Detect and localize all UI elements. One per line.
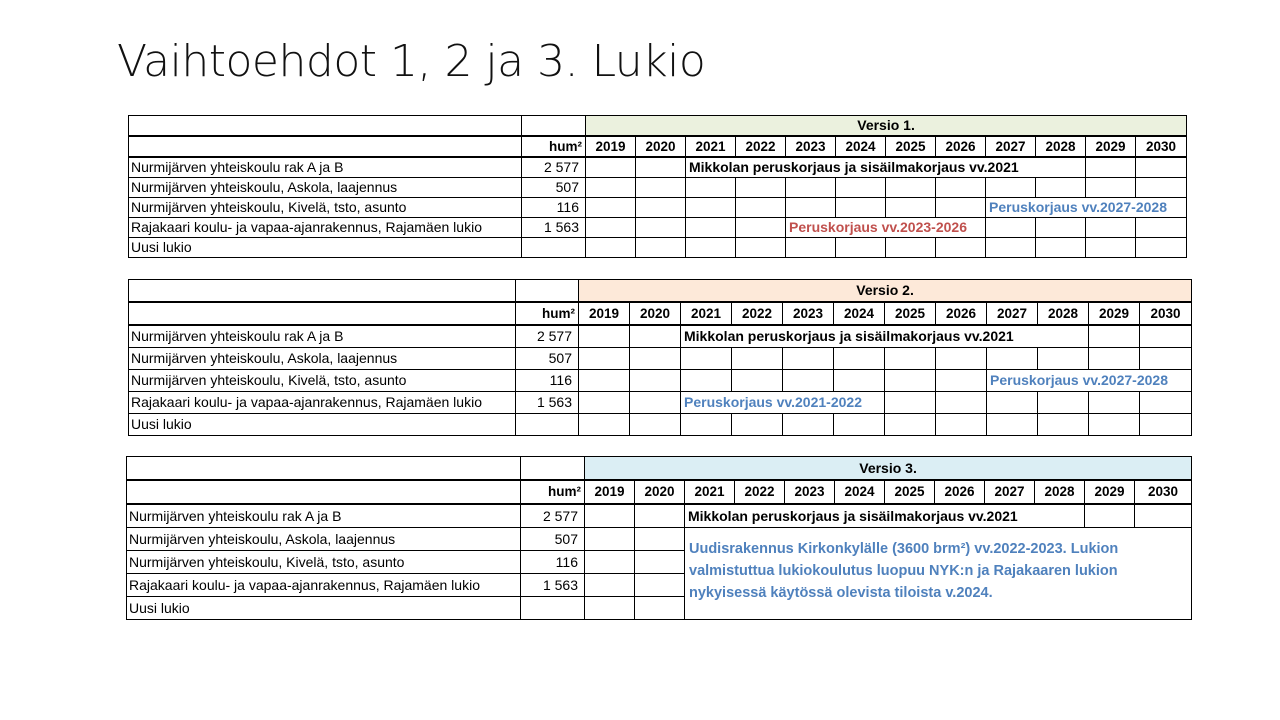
building-name: Nurmijärven yhteiskoulu, Kivelä, tsto, asunto bbox=[127, 551, 521, 574]
building-name: Nurmijärven yhteiskoulu, Kivelä, tsto, asunto bbox=[129, 198, 522, 218]
building-name: Uusi lukio bbox=[129, 414, 516, 436]
building-name: Nurmijärven yhteiskoulu, Askola, laajennus bbox=[127, 528, 521, 551]
building-name: Uusi lukio bbox=[127, 597, 521, 620]
area-value: 1 563 bbox=[522, 218, 586, 238]
year-header: 2023 bbox=[786, 136, 836, 157]
hum-header: hum² bbox=[521, 480, 585, 504]
year-header: 2022 bbox=[736, 136, 786, 157]
area-value: 507 bbox=[521, 528, 585, 551]
year-header: 2020 bbox=[636, 136, 686, 157]
year-header: 2019 bbox=[586, 136, 636, 157]
versio-header-row bbox=[127, 457, 1192, 481]
year-header: 2028 bbox=[1035, 480, 1085, 504]
year-header: 2024 bbox=[834, 302, 885, 325]
year-header: 2021 bbox=[685, 480, 735, 504]
area-value: 2 577 bbox=[521, 504, 585, 528]
year-header: 2020 bbox=[630, 302, 681, 325]
year-header: 2025 bbox=[885, 302, 936, 325]
year-header: 2022 bbox=[732, 302, 783, 325]
year-header: 2025 bbox=[885, 480, 935, 504]
table-row bbox=[129, 348, 1192, 370]
year-header: 2030 bbox=[1140, 302, 1192, 325]
year-header: 2026 bbox=[936, 136, 986, 157]
building-name: Nurmijärven yhteiskoulu rak A ja B bbox=[127, 504, 521, 528]
year-header: 2022 bbox=[735, 480, 785, 504]
year-header: 2025 bbox=[886, 136, 936, 157]
building-name: Nurmijärven yhteiskoulu, Kivelä, tsto, asunto bbox=[129, 370, 516, 392]
building-name: Uusi lukio bbox=[129, 238, 522, 258]
area-value: 507 bbox=[522, 178, 586, 198]
year-header: 2028 bbox=[1038, 302, 1089, 325]
versio-label: Versio 3. bbox=[585, 457, 1192, 481]
versio-2-table bbox=[128, 279, 1192, 436]
table-row bbox=[129, 414, 1192, 436]
table-row bbox=[129, 370, 1192, 392]
area-value: 1 563 bbox=[516, 392, 579, 414]
area-value bbox=[522, 238, 586, 258]
year-header: 2027 bbox=[985, 480, 1035, 504]
versio-label: Versio 2. bbox=[579, 280, 1192, 303]
schedule-bar: Peruskorjaus vv.2027-2028 bbox=[986, 198, 1187, 218]
versio-1-table bbox=[128, 115, 1187, 258]
table-row bbox=[129, 218, 1187, 238]
year-header: 2024 bbox=[835, 480, 885, 504]
area-value: 2 577 bbox=[522, 157, 586, 178]
versio-label: Versio 1. bbox=[586, 116, 1187, 137]
table-row bbox=[129, 392, 1192, 414]
hum-header: hum² bbox=[516, 302, 579, 325]
table-row bbox=[127, 504, 1192, 528]
building-name: Nurmijärven yhteiskoulu rak A ja B bbox=[129, 325, 516, 348]
year-header: 2028 bbox=[1036, 136, 1086, 157]
year-header: 2019 bbox=[579, 302, 630, 325]
schedule-bar: Mikkolan peruskorjaus ja sisäilmakorjaus vv.2021 bbox=[681, 325, 1089, 348]
versio-header-row bbox=[129, 116, 1187, 137]
table-row bbox=[129, 178, 1187, 198]
year-header-row bbox=[129, 302, 1192, 325]
building-name: Nurmijärven yhteiskoulu, Askola, laajennus bbox=[129, 348, 516, 370]
year-header: 2030 bbox=[1136, 136, 1187, 157]
year-header: 2026 bbox=[936, 302, 987, 325]
building-name: Rajakaari koulu- ja vapaa-ajanrakennus, Rajamäen lukio bbox=[129, 392, 516, 414]
year-header: 2021 bbox=[681, 302, 732, 325]
year-header: 2019 bbox=[585, 480, 635, 504]
slide-title: Vaihtoehdot 1, 2 ja 3. Lukio bbox=[117, 36, 706, 87]
year-header: 2020 bbox=[635, 480, 685, 504]
year-header-row bbox=[129, 136, 1187, 157]
versio-3-table bbox=[126, 456, 1192, 620]
table-row bbox=[129, 325, 1192, 348]
table-row bbox=[129, 157, 1187, 178]
year-header: 2029 bbox=[1089, 302, 1140, 325]
building-name: Rajakaari koulu- ja vapaa-ajanrakennus, Rajamäen lukio bbox=[127, 574, 521, 597]
area-value: 116 bbox=[521, 551, 585, 574]
versio-header-row bbox=[129, 280, 1192, 303]
schedule-bar: Mikkolan peruskorjaus ja sisäilmakorjaus vv.2021 bbox=[686, 157, 1086, 178]
building-name: Nurmijärven yhteiskoulu rak A ja B bbox=[129, 157, 522, 178]
area-value: 116 bbox=[522, 198, 586, 218]
schedule-bar: Peruskorjaus vv.2023-2026 bbox=[786, 218, 986, 238]
year-header: 2029 bbox=[1086, 136, 1136, 157]
area-value: 2 577 bbox=[516, 325, 579, 348]
year-header: 2024 bbox=[836, 136, 886, 157]
year-header: 2021 bbox=[686, 136, 736, 157]
area-value bbox=[516, 414, 579, 436]
table-row bbox=[127, 528, 1192, 551]
area-value: 1 563 bbox=[521, 574, 585, 597]
table-row bbox=[129, 238, 1187, 258]
year-header: 2026 bbox=[935, 480, 985, 504]
schedule-bar: Peruskorjaus vv.2021-2022 bbox=[681, 392, 885, 414]
table-row bbox=[129, 198, 1187, 218]
area-value bbox=[521, 597, 585, 620]
year-header: 2023 bbox=[785, 480, 835, 504]
year-header-row bbox=[127, 480, 1192, 504]
year-header: 2029 bbox=[1085, 480, 1135, 504]
year-header: 2030 bbox=[1135, 480, 1192, 504]
area-value: 116 bbox=[516, 370, 579, 392]
building-name: Rajakaari koulu- ja vapaa-ajanrakennus, Rajamäen lukio bbox=[129, 218, 522, 238]
area-value: 507 bbox=[516, 348, 579, 370]
year-header: 2023 bbox=[783, 302, 834, 325]
schedule-bar: Peruskorjaus vv.2027-2028 bbox=[987, 370, 1192, 392]
schedule-bar: Mikkolan peruskorjaus ja sisäilmakorjaus vv.2021 bbox=[685, 504, 1085, 528]
hum-header: hum² bbox=[522, 136, 586, 157]
versio-3-note: Uudisrakennus Kirkonkylälle (3600 brm²) vv.2022-2023. Lukion valmistuttua lukiokoulutus luopuu NYK:n ja Rajakaaren lukion nykyisessä käytössä olevista tiloista v.2024. bbox=[685, 528, 1192, 620]
year-header: 2027 bbox=[986, 136, 1036, 157]
year-header: 2027 bbox=[987, 302, 1038, 325]
building-name: Nurmijärven yhteiskoulu, Askola, laajennus bbox=[129, 178, 522, 198]
